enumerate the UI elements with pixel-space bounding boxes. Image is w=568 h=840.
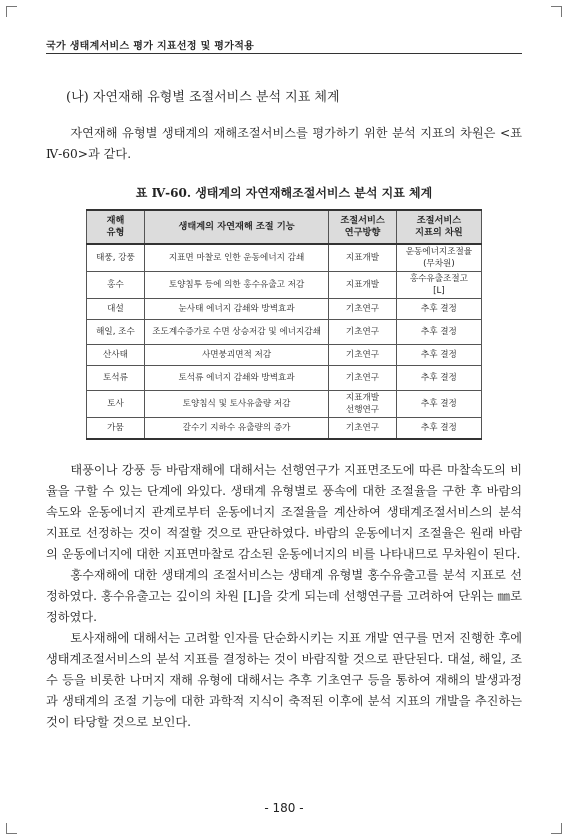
disaster-type-cell: 홍수 [87,272,145,299]
table-row [87,391,482,418]
body-text [46,460,522,733]
regulation-function-cell: 조도계수증가로 수면 상승저감 및 에너지감쇄 [144,320,328,345]
intro-paragraph [46,123,522,165]
header-disaster-type: 재해 유형 [87,210,145,244]
research-direction-cell: 기초연구 [329,320,397,345]
indicator-dimension-cell: 추후 결정 [396,345,481,366]
disaster-type-cell: 가뭄 [87,418,145,439]
disaster-type-cell: 토석류 [87,366,145,391]
crop-mark-bottom-right [551,823,562,834]
header-research-direction: 조절서비스 연구방향 [329,210,397,244]
disaster-type-cell: 태풍, 강풍 [87,244,145,272]
crop-mark-bottom-left [6,823,17,834]
indicator-dimension-cell: 추후 결정 [396,299,481,320]
crop-mark-top-left [6,6,17,17]
table-row [87,272,482,299]
running-head: 국가 생태계서비스 평가 지표선정 및 평가적용 [46,41,255,52]
research-direction-cell: 기초연구 [329,345,397,366]
section-heading: (나) 자연재해 유형별 조절서비스 분석 지표 체계 [66,90,340,105]
research-direction-cell: 지표개발 [329,272,397,299]
table-caption: 표 Ⅳ-60. 생태계의 자연재해조절서비스 분석 지표 체계 [135,186,433,200]
table-row [87,366,482,391]
header-indicator-dimension: 조절서비스 지표의 차원 [396,210,481,244]
table-row [87,320,482,345]
regulation-function-cell: 사면붕괴면적 저감 [144,345,328,366]
indicator-dimension-cell: 추후 결정 [396,366,481,391]
regulation-function-cell: 토석류 에너지 감쇄와 방벽효과 [144,366,328,391]
table-row [87,345,482,366]
table-row [87,299,482,320]
disaster-type-cell: 산사태 [87,345,145,366]
regulation-function-cell: 토양침투 등에 의한 홍수유출고 저감 [144,272,328,299]
disaster-type-cell: 해일, 조수 [87,320,145,345]
regulation-function-cell: 토양침식 및 토사유출량 저감 [144,391,328,418]
indicator-dimension-cell: 추후 결정 [396,320,481,345]
table-header-row [87,210,482,244]
indicator-dimension-cell: 추후 결정 [396,418,481,439]
indicator-dimension-cell: 홍수유출조절고 [L] [396,272,481,299]
research-direction-cell: 기초연구 [329,366,397,391]
disaster-indicator-table [86,209,482,440]
research-direction-cell: 기초연구 [329,418,397,439]
disaster-type-cell: 토사 [87,391,145,418]
regulation-function-cell: 눈사태 에너지 감쇄와 방벽효과 [144,299,328,320]
paragraph-sediment: 토사재해에 대해서는 고려할 인자를 단순화시키는 지표 개발 연구를 먼저 진행한 후에 생태계조절서비스의 분석 지표를 결정하는 것이 바람직할 것으로 판단된다. 대설, 해일, 조수 등을 비롯한 나머지 재해 유형에 대해서는 추후 기초연구 등을 통하여 재해의 발생과정과 생태계의 조절 기능에 대한 과학적 지식이 축적된 이후에 분석 지표의 개발을 추진하는 것이 타당할 것으로 보인다. [46,631,522,729]
research-direction-cell: 지표개발 [329,244,397,272]
crop-mark-top-right [551,6,562,17]
table-row [87,244,482,272]
table-row [87,418,482,439]
page-number: - 180 - [264,801,304,815]
research-direction-cell: 지표개발 선행연구 [329,391,397,418]
header-rule [46,53,522,54]
header-regulation-function: 생태계의 자연재해 조절 기능 [144,210,328,244]
intro-text: 자연재해 유형별 생태계의 재해조절서비스를 평가하기 위한 분석 지표의 차원은 <표 Ⅳ-60>과 같다. [46,126,522,161]
regulation-function-cell: 지표면 마찰로 인한 운동에너지 감쇄 [144,244,328,272]
paragraph-wind: 태풍이나 강풍 등 바람재해에 대해서는 선행연구가 지표면조도에 따른 마찰속도의 비율을 구할 수 있는 단계에 와있다. 생태계 유형별로 풍속에 대한 조절율을 구한 후 바람의 속도와 운동에너지 관계로부터 운동에너지 조절율을 계산하여 생태계조절서비스의 분석 지표로 선정하는 것이 적절할 것으로 판단하였다. 바람의 운동에너지 조절율은 원래 바람의 운동에너지에 대한 지표면마찰로 감소된 운동에너지의 비를 나타내므로 무차원이 된다. [46,463,522,561]
regulation-function-cell: 갈수기 지하수 유출량의 증가 [144,418,328,439]
indicator-dimension-cell: 추후 결정 [396,391,481,418]
research-direction-cell: 기초연구 [329,299,397,320]
paragraph-flood: 홍수재해에 대한 생태계의 조절서비스는 생태계 유형별 홍수유출고를 분석 지표로 선정하였다. 홍수유출고는 깊이의 차원 [L]을 갖게 되는데 선행연구를 고려하여 단위는 ㎜로 정하였다. [46,568,522,624]
disaster-type-cell: 대설 [87,299,145,320]
indicator-dimension-cell: 운동에너지조절율 (무차원) [396,244,481,272]
